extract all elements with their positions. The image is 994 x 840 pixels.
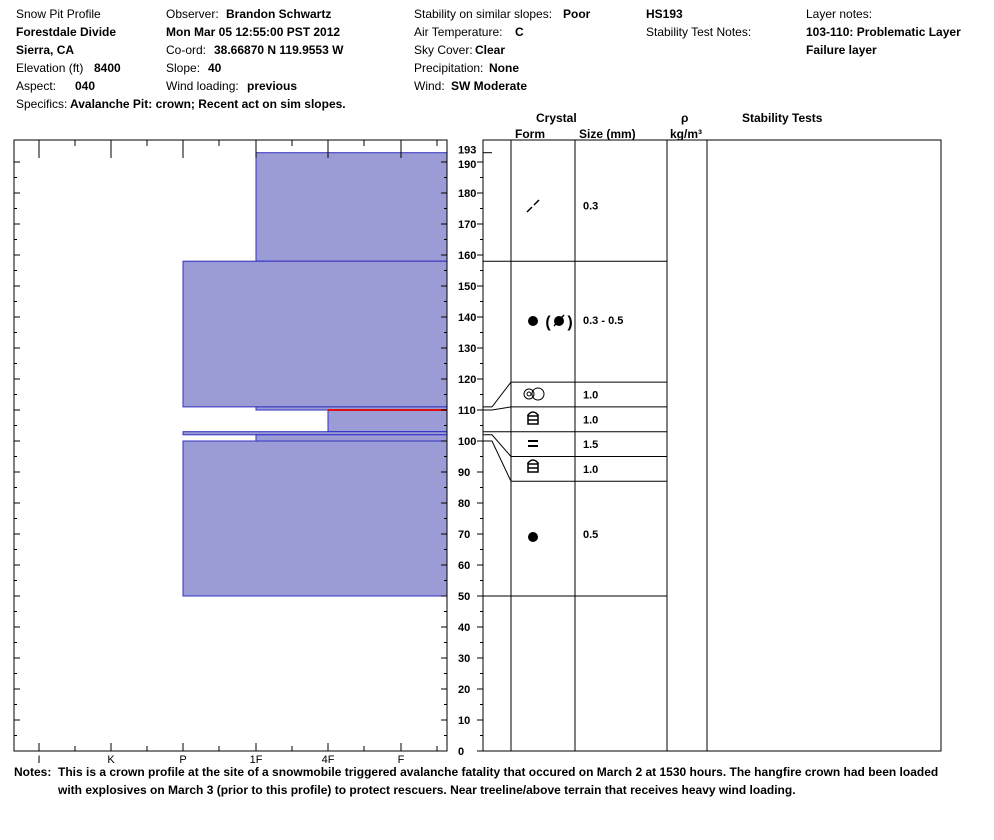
hardness-layer-bar bbox=[183, 261, 447, 407]
layer-note-2: Failure layer bbox=[806, 43, 877, 57]
height-tick-label: 10 bbox=[458, 715, 471, 727]
layer-connector-line bbox=[483, 435, 511, 457]
hardness-layer-bar bbox=[256, 153, 447, 262]
svg-text:(: ( bbox=[545, 314, 551, 331]
height-tick-label: 120 bbox=[458, 374, 477, 386]
height-tick-label: 100 bbox=[458, 436, 477, 448]
rounding-faceted-crystal-icon bbox=[524, 388, 544, 400]
rounded-crystal-icon bbox=[528, 314, 573, 331]
rounded-crystal-icon bbox=[528, 532, 538, 542]
precip-label: Precipitation: bbox=[414, 61, 484, 75]
layer-note-1: 103-110: Problematic Layer bbox=[806, 25, 961, 39]
air-temp-value: C bbox=[515, 25, 524, 39]
crystal-size-label: 1.0 bbox=[583, 389, 599, 402]
hardness-layer-bar bbox=[256, 435, 447, 441]
height-tick-label: 80 bbox=[458, 498, 471, 510]
layer-connector-line bbox=[483, 382, 511, 407]
faceted-crystal-icon bbox=[528, 441, 538, 446]
layer-connector-line bbox=[483, 441, 511, 481]
precip-value: None bbox=[489, 61, 519, 75]
height-tick-label: 170 bbox=[458, 219, 477, 231]
coord-label: Co-ord: bbox=[166, 43, 207, 57]
layer-notes-label: Layer notes: bbox=[806, 7, 873, 21]
elevation-value: 8400 bbox=[94, 61, 121, 75]
faceted-crystal-icon bbox=[528, 412, 538, 424]
crystal-size-label: 0.3 - 0.5 bbox=[583, 315, 624, 328]
crystal-size-label: 0.5 bbox=[583, 529, 599, 541]
location-name: Forestdale Divide bbox=[16, 25, 117, 39]
hardness-tick-label: 1F bbox=[249, 754, 263, 766]
height-tick-label: 20 bbox=[458, 684, 471, 696]
wind-loading-label: Wind loading: bbox=[166, 79, 239, 93]
crystal-header: Crystal bbox=[536, 111, 577, 125]
region-name: Sierra, CA bbox=[16, 43, 75, 57]
height-tick-label: 193 bbox=[458, 144, 477, 157]
height-tick-label: 130 bbox=[458, 343, 477, 355]
aspect-label: Aspect: bbox=[16, 79, 57, 93]
hardness-tick-label: P bbox=[179, 754, 187, 766]
height-tick-label: 70 bbox=[458, 529, 471, 541]
stability-label: Stability on similar slopes: bbox=[414, 7, 553, 21]
crystal-size-label: 1.0 bbox=[583, 463, 599, 476]
crystal-size-label: 0.3 bbox=[583, 200, 599, 213]
crystal-size-label: 1.0 bbox=[583, 414, 599, 427]
hardness-tick-label: F bbox=[397, 754, 405, 766]
decomposing-crystal-icon bbox=[527, 200, 539, 212]
specifics-value: Avalanche Pit: crown; Recent act on sim slopes. bbox=[70, 97, 346, 111]
height-tick-label: 0 bbox=[458, 746, 465, 758]
wind-label: Wind: bbox=[414, 79, 445, 93]
observer-label: Observer: bbox=[166, 7, 219, 21]
page-title: Snow Pit Profile bbox=[16, 7, 101, 21]
crystal-size-label: 1.5 bbox=[583, 439, 599, 452]
hs-value: HS193 bbox=[646, 7, 683, 21]
height-tick-label: 140 bbox=[458, 312, 477, 324]
height-tick-label: 160 bbox=[458, 250, 477, 262]
hardness-tick-label: 4F bbox=[321, 754, 335, 766]
wind-value: SW Moderate bbox=[451, 79, 528, 93]
height-tick-label: 40 bbox=[458, 622, 471, 634]
hardness-layer-bar bbox=[183, 441, 447, 596]
height-tick-label: 50 bbox=[458, 591, 471, 603]
height-tick-label: 150 bbox=[458, 281, 477, 293]
height-tick-label: 180 bbox=[458, 188, 477, 200]
air-temp-label: Air Temperature: bbox=[414, 25, 503, 39]
observation-datetime: Mon Mar 05 12:55:00 PST 2012 bbox=[166, 25, 341, 39]
hardness-tick-label: K bbox=[107, 754, 115, 766]
notes-label: Notes: bbox=[14, 765, 52, 779]
height-tick-label: 30 bbox=[458, 653, 471, 665]
crystal-table-frame bbox=[483, 140, 941, 751]
hardness-layers bbox=[183, 153, 447, 596]
stability-test-notes-label: Stability Test Notes: bbox=[646, 25, 752, 39]
height-tick-label: 60 bbox=[458, 560, 471, 572]
form-header: Form bbox=[515, 127, 545, 141]
slope-label: Slope: bbox=[166, 61, 201, 75]
notes-line-2: with explosives on March 3 (prior to this profile) to protect rescuers. Near treeline/above terrain that receives heavy wind loading. bbox=[58, 783, 796, 797]
observer-value: Brandon Schwartz bbox=[226, 7, 332, 21]
notes-block bbox=[14, 763, 974, 799]
svg-text:): ) bbox=[567, 314, 573, 331]
coord-value: 38.66870 N 119.9553 W bbox=[214, 43, 344, 57]
faceted-crystal-icon bbox=[528, 460, 538, 472]
aspect-value: 040 bbox=[75, 79, 96, 93]
height-tick-label: 190 bbox=[458, 159, 477, 171]
stability-tests-header: Stability Tests bbox=[742, 111, 823, 125]
specifics-label: Specifics: bbox=[16, 97, 68, 111]
hardness-layer-bar bbox=[328, 410, 447, 432]
stability-value: Poor bbox=[563, 7, 591, 21]
density-unit-header: kg/m³ bbox=[670, 127, 703, 141]
height-tick-label: 90 bbox=[458, 467, 471, 479]
wind-loading-value: previous bbox=[247, 79, 298, 93]
notes-line-1: This is a crown profile at the site of a snowmobile triggered avalanche fatality that occured on March 2 at 1530 hours. The hangfire crown had been loaded bbox=[58, 765, 939, 779]
crystal-icons bbox=[524, 200, 573, 542]
size-header: Size (mm) bbox=[579, 127, 636, 141]
hardness-tick-label: I bbox=[37, 754, 41, 766]
elevation-label: Elevation (ft) bbox=[16, 61, 84, 75]
sky-label: Sky Cover: bbox=[414, 43, 473, 57]
height-tick-label: 110 bbox=[458, 405, 476, 417]
rho-header: ρ bbox=[681, 111, 689, 125]
sky-value: Clear bbox=[475, 43, 506, 57]
slope-value: 40 bbox=[208, 61, 222, 75]
